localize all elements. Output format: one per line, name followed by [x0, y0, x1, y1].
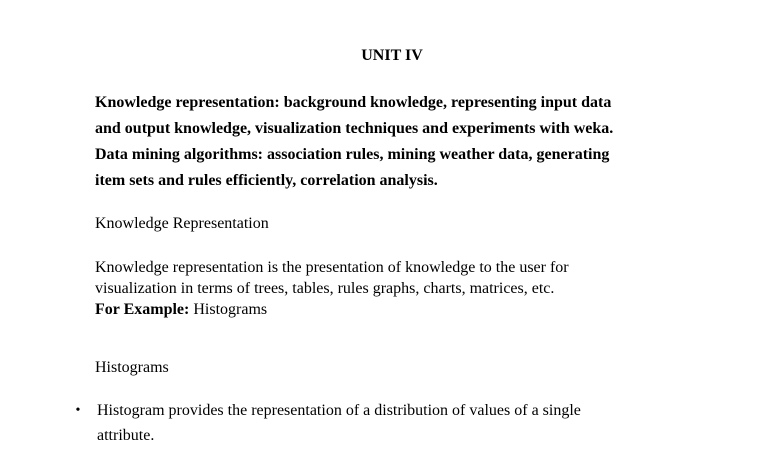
- histograms-heading: Histograms: [95, 359, 169, 376]
- bullet-text: [97, 400, 717, 450]
- paragraph-line: Knowledge representation is the presentation of knowledge to the user for: [95, 259, 569, 276]
- summary-line: item sets and rules efficiently, correlation analysis.: [95, 172, 438, 189]
- example-line: [95, 299, 715, 320]
- unit-title: UNIT IV: [361, 47, 423, 64]
- bullet-icon: •: [75, 403, 81, 418]
- section-heading: Knowledge Representation: [95, 215, 269, 232]
- unit-summary: [95, 92, 715, 196]
- bullet-line: Histogram provides the representation of a distribution of values of a single: [97, 402, 581, 419]
- summary-line: Data mining algorithms: association rules, mining weather data, generating: [95, 146, 610, 163]
- example-value: Histograms: [189, 301, 268, 318]
- bullet-line: attribute.: [97, 427, 155, 444]
- definition-paragraph: [95, 257, 715, 320]
- paragraph-line: visualization in terms of trees, tables, rules graphs, charts, matrices, etc.: [95, 280, 555, 297]
- summary-line: Knowledge representation: background knowledge, representing input data: [95, 94, 612, 111]
- summary-line: and output knowledge, visualization techniques and experiments with weka.: [95, 120, 614, 137]
- example-label: For Example:: [95, 301, 190, 318]
